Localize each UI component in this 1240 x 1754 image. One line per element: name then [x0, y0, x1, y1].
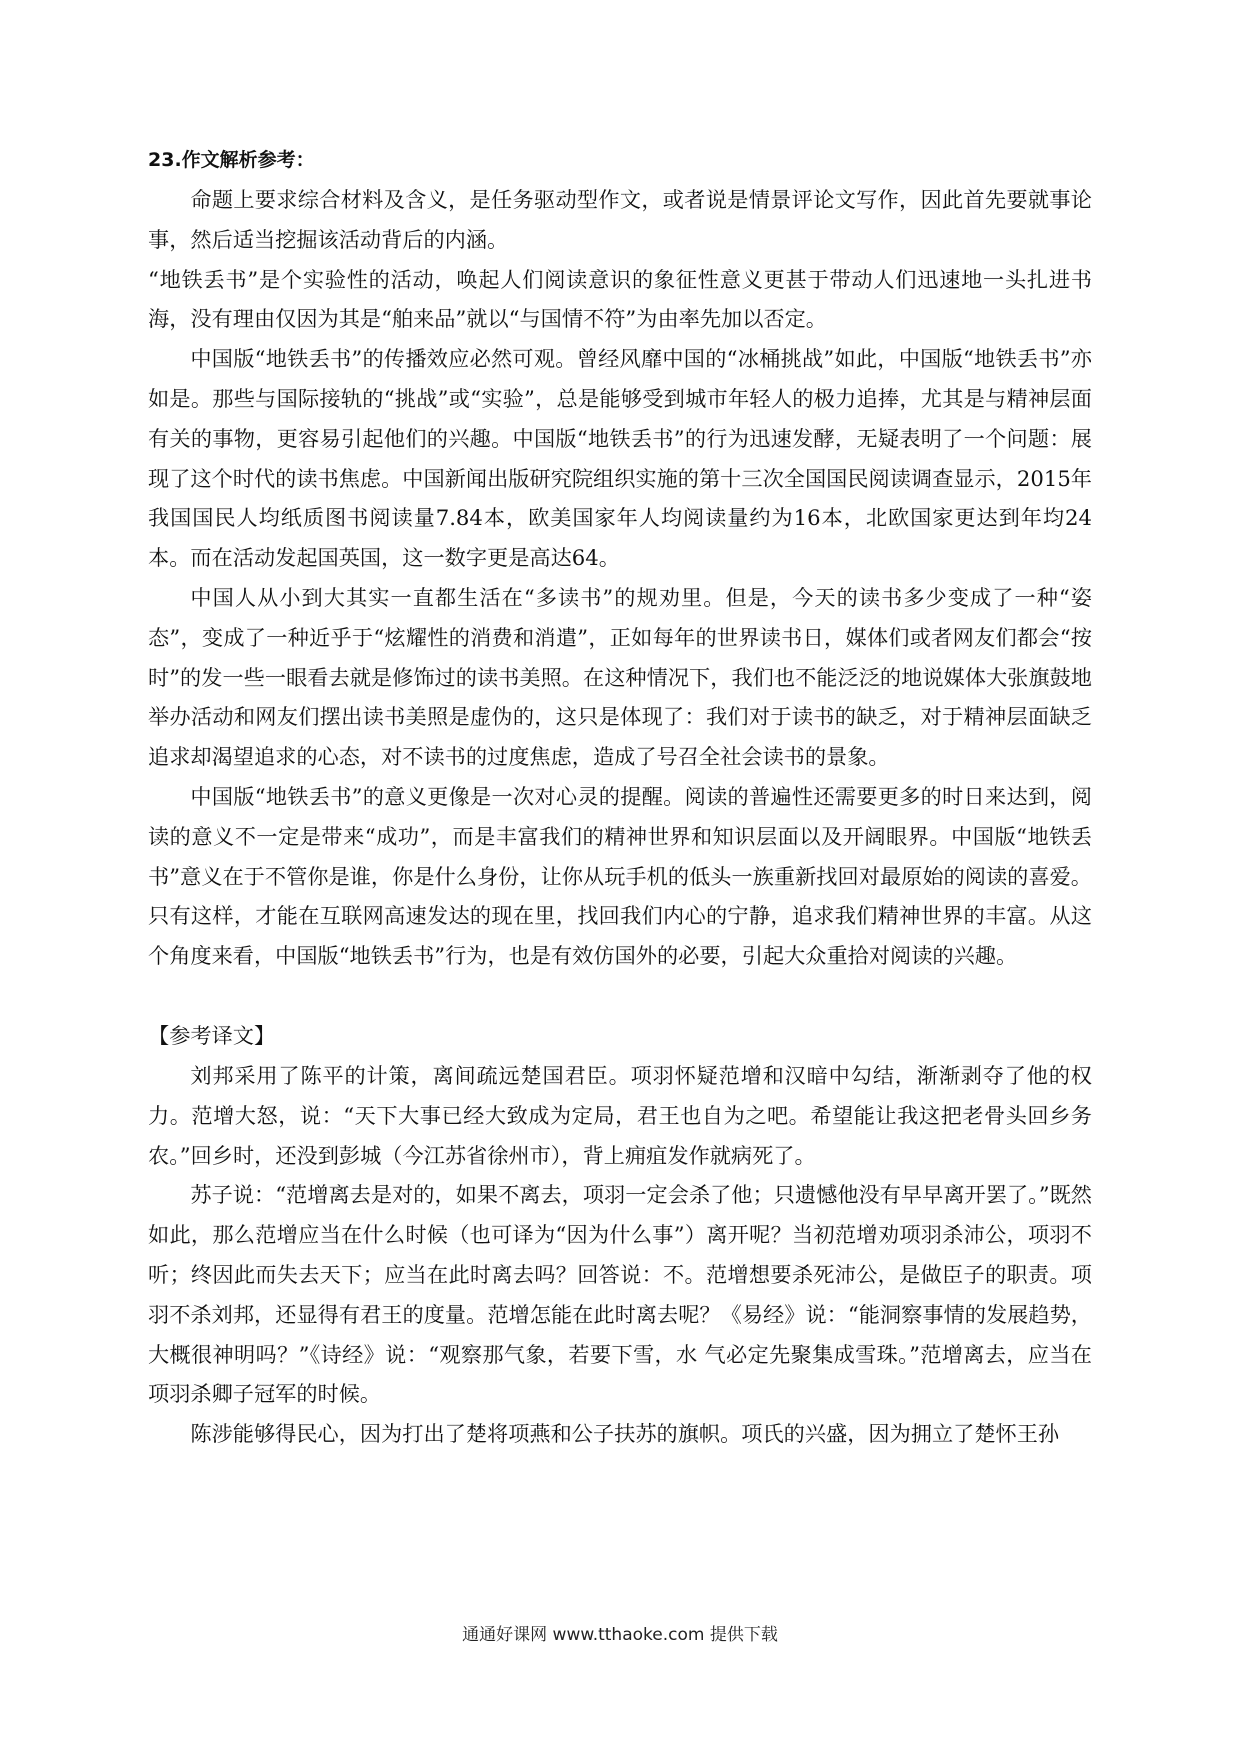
translation-paragraph-2: 苏子说：“范增离去是对的，如果不离去，项羽一定会杀了他；只遗憾他没有早早离开罢了。”既然如此，那么范增应当在什么时候（也可译为“因为什么事”）离开呢？当初范增劝项羽杀沛公，项羽不听；终因此而失去天下；应当在此时离去吗？回答说：不。范增想要杀死沛公，是做臣子的职责。项羽不杀刘邦，还显得有君王的度量。范增怎能在此时离去呢？《易经》说：“能洞察事情的发展趋势，大概很神明吗？”《诗经》说：“观察那气象，若要下雪，水 气必定先聚集成雪珠。”范增离去，应当在项羽杀卿子冠军的时候。: [148, 1182, 1092, 1407]
essay-body: [148, 180, 1092, 976]
translation-body: [148, 1056, 1092, 1454]
essay-paragraph-5: 中国版“地铁丢书”的意义更像是一次对心灵的提醒。阅读的普遍性还需要更多的时日来达到，阅读的意义不一定是带来“成功”，而是丰富我们的精神世界和知识层面以及开阔眼界。中国版“地铁丢书”意义在于不管你是谁，你是什么身份，让你从玩手机的低头一族重新找回对最原始的阅读的喜爱。只有这样，才能在互联网高速发达的现在里，找回我们内心的宁静，追求我们精神世界的丰富。从这个角度来看，中国版“地铁丢书”行为，也是有效仿国外的必要，引起大众重拾对阅读的兴趣。: [148, 783, 1092, 969]
translation-paragraph-3: 陈涉能够得民心，因为打出了楚将项燕和公子扶苏的旗帜。项氏的兴盛，因为拥立了楚怀王孙: [190, 1421, 1060, 1447]
section-gap: [148, 976, 1092, 1016]
essay-heading: 23.作文解析参考：: [148, 149, 315, 171]
essay-paragraph-2: “地铁丢书”是个实验性的活动，唤起人们阅读意识的象征性意义更甚于带动人们迅速地一头扎进书海，没有理由仅因为其是“舶来品”就以“与国情不符”为由率先加以否定。: [148, 266, 1092, 332]
essay-paragraph-4: 中国人从小到大其实一直都生活在“多读书”的规劝里。但是，今天的读书多少变成了一种“姿态”，变成了一种近乎于“炫耀性的消费和消遣”，正如每年的世界读书日，媒体们或者网友们都会“按时”的发一些一眼看去就是修饰过的读书美照。在这种情况下，我们也不能泛泛的地说媒体大张旗鼓地举办活动和网友们摆出读书美照是虚伪的，这只是体现了：我们对于读书的缺乏，对于精神层面缺乏追求却渴望追求的心态，对不读书的过度焦虑，造成了号召全社会读书的景象。: [148, 584, 1092, 770]
translation-paragraph-1: 刘邦采用了陈平的计策，离间疏远楚国君臣。项羽怀疑范增和汉暗中勾结，渐渐剥夺了他的权力。范增大怒，说：“天下大事已经大致成为定局，君王也自为之吧。希望能让我这把老骨头回乡务农。”回乡时，还没到彭城（今江苏省徐州市），背上痈疽发作就病死了。: [148, 1062, 1092, 1168]
essay-paragraph-1: 命题上要求综合材料及含义，是任务驱动型作文，或者说是情景评论文写作，因此首先要就事论事，然后适当挖掘该活动背后的内涵。: [148, 187, 1092, 252]
translation-label: 【参考译文】: [148, 1022, 276, 1048]
essay-paragraph-3: 中国版“地铁丢书”的传播效应必然可观。曾经风靡中国的“冰桶挑战”如此，中国版“地铁丢书”亦如是。那些与国际接轨的“挑战”或“实验”，总是能够受到城市年轻人的极力追捧，尤其是与精神层面有关的事物，更容易引起他们的兴趣。中国版“地铁丢书”的行为迅速发酵，无疑表明了一个问题：展现了这个时代的读书焦虑。中国新闻出版研究院组织实施的第十三次全国国民阅读调查显示，2015年我国国民人均纸质图书阅读量7.84本，欧美国家年人均阅读量约为16本，北欧国家更达到年均24本。而在活动发起国英国，这一数字更是高达64。: [148, 346, 1092, 571]
page-footer: 通通好课网 www.tthaoke.com 提供下载: [462, 1625, 778, 1645]
document-page: [148, 140, 1092, 1454]
